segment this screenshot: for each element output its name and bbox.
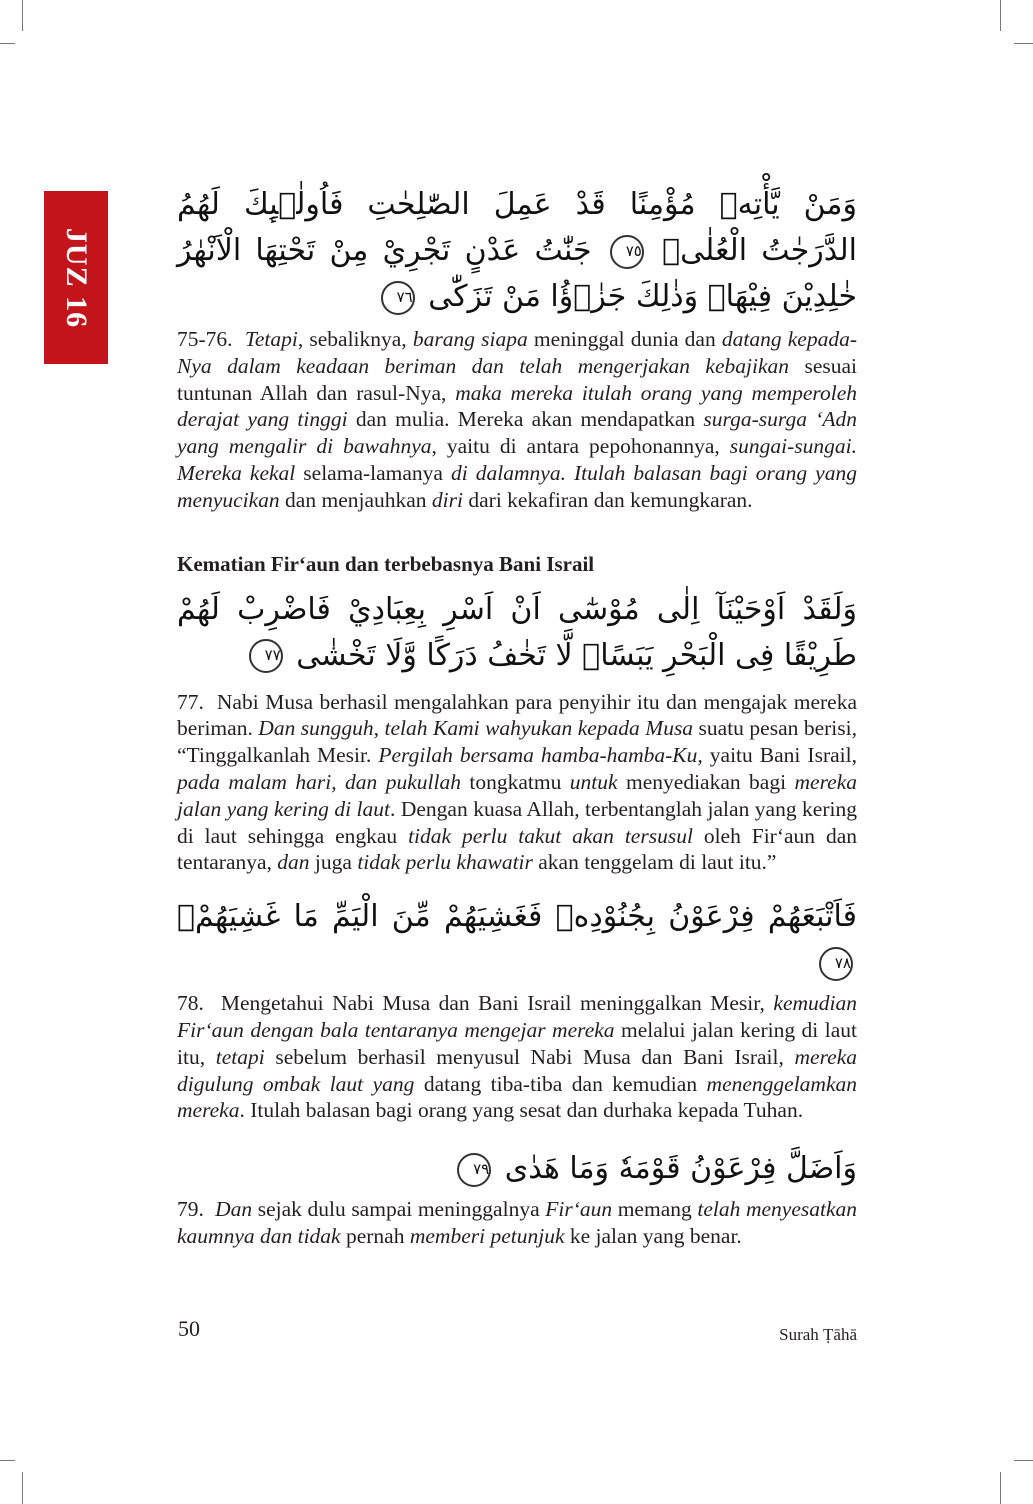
arabic-verse-78: فَاَتْبَعَهُمْ فِرْعَوْنُ بِجُنُوْدِهٖ فَغَشِيَهُمْ مِّنَ الْيَمِّ مَا غَشِيَهُمْۗ ٧٨ bbox=[177, 894, 857, 986]
crop-mark bbox=[0, 43, 15, 44]
crop-mark bbox=[0, 1460, 15, 1461]
crop-mark bbox=[22, 0, 23, 31]
crop-mark bbox=[1014, 1460, 1033, 1461]
translation-78: 78. Mengetahui Nabi Musa dan Bani Israil meninggalkan Mesir, kemudian Fir‘aun dengan bala tentaranya mengejar mereka melalui jalan kering di laut itu, tetapi sebelum berhasil menyusul Nabi Musa dan Bani Israil, mereka digulung ombak laut yang datang tiba-tiba dan kemudian menenggelamkan mereka. Itulah balasan bagi orang yang sesat dan durhaka kepada Tuhan. bbox=[177, 991, 858, 1123]
translation-75-76: 75-76. Tetapi, sebaliknya, barang siapa meninggal dunia dan datang kepada-Nya dalam keadaan beriman dan telah mengerjakan kebajikan sesuai tuntunan Allah dan rasul-Nya, maka mereka itulah orang yang memperoleh derajat yang tinggi dan mulia. Mereka akan mendapatkan surga-surga ‘Adn yang mengalir di bawahnya, yaitu di antara pepohonannya, sungai-sungai. Mereka kekal selama-lamanya di dalamnya. Itulah balasan bagi orang yang menyucikan dan menjauhkan diri dari kekafiran dan kemungkaran. bbox=[177, 327, 857, 512]
crop-mark bbox=[1014, 43, 1033, 44]
ayah-number-icon: ٧٩ bbox=[457, 1153, 491, 1187]
juz-tab bbox=[44, 191, 108, 364]
arabic-verse-79: وَاَضَلَّ فِرْعَوْنُ قَوْمَهٗ وَمَا هَدٰى ٧٩ bbox=[177, 1146, 857, 1192]
crop-mark bbox=[22, 1472, 23, 1504]
crop-mark bbox=[1000, 1472, 1001, 1504]
arabic-verse-75-76: وَمَنْ يَّأْتِهٖ مُؤْمِنًا قَدْ عَمِلَ الصّٰلِحٰتِ فَاُولٰۤىِٕكَ لَهُمُ الدَّرَجٰتُ الْعُلٰىۙ ٧٥ جَنّٰتُ عَدْنٍ تَجْرِيْ مِنْ تَحْتِهَا الْاَنْهٰرُ خٰلِدِيْنَ فِيْهَاۗ وَذٰلِكَ جَزٰۤؤُا مَنْ تَزَكّٰى ٧٦ bbox=[177, 187, 857, 314]
arabic-verse-77: وَلَقَدْ اَوْحَيْنَآ اِلٰى مُوْسٰٓى اَنْ اَسْرِ بِعِبَادِيْ فَاضْرِبْ لَهُمْ طَرِيْقًا فِى الْبَحْرِ يَبَسًاۙ لَّا تَخٰفُ دَرَكًا وَّلَا تَخْشٰى ٧٧ bbox=[177, 591, 857, 673]
ayah-number-icon: ٧٧ bbox=[249, 639, 283, 673]
ayah-number-icon: ٧٨ bbox=[819, 947, 853, 981]
running-footer-surah: Surah Ṭāhā bbox=[779, 1325, 857, 1344]
juz-label: JUZ 16 bbox=[60, 227, 93, 328]
translation-79: 79. Dan sejak dulu sampai meninggalnya Fir‘aun memang telah menyesatkan kaumnya dan tidak pernah memberi petunjuk ke jalan yang benar. bbox=[177, 1197, 857, 1248]
ayah-number-icon: ٧٦ bbox=[381, 281, 415, 315]
section-heading: Kematian Fir‘aun dan terbebasnya Bani Israil bbox=[177, 551, 595, 576]
crop-mark bbox=[1000, 0, 1001, 31]
page-number: 50 bbox=[178, 1316, 200, 1341]
page-content bbox=[177, 180, 857, 1250]
ayah-number-icon: ٧٥ bbox=[610, 235, 644, 269]
translation-77: 77. Nabi Musa berhasil mengalahkan para penyihir itu dan mengajak mereka beriman. Dan sungguh, telah Kami wahyukan kepada Musa suatu pesan berisi, “Tinggalkanlah Mesir. Pergilah bersama hamba-hamba-Ku, yaitu Bani Israil, pada malam hari, dan pukullah tongkatmu untuk menyediakan bagi mereka jalan yang kering di laut. Dengan kuasa Allah, terbentanglah jalan yang kering di laut sehingga engkau tidak perlu takut akan tersusul oleh Fir‘aun dan tentaranya, dan juga tidak perlu khawatir akan tenggelam di laut itu.” bbox=[177, 689, 857, 875]
